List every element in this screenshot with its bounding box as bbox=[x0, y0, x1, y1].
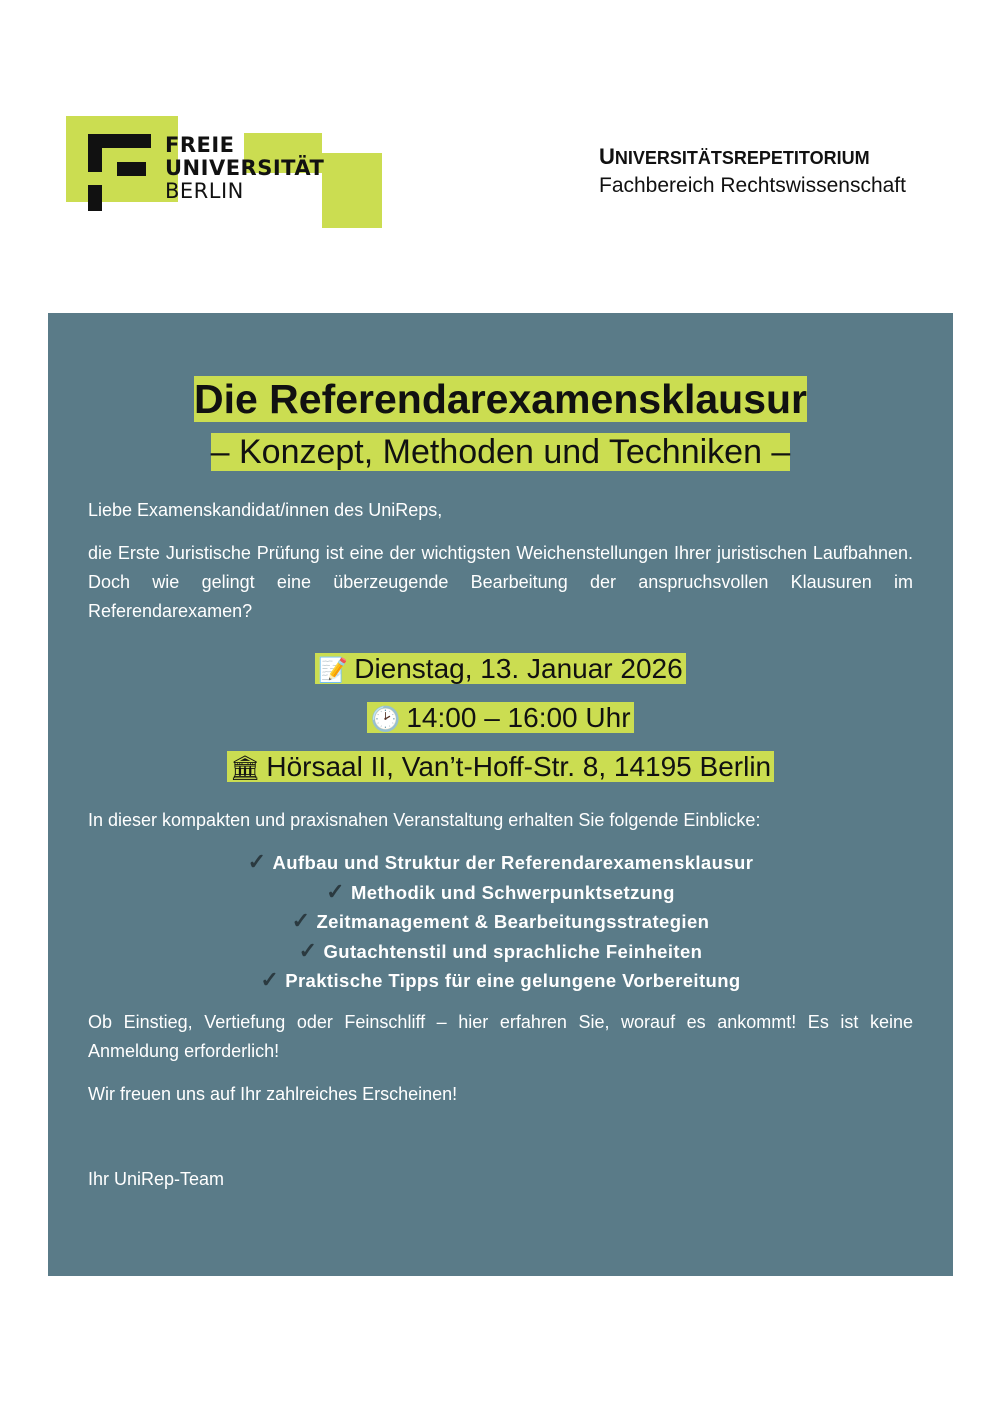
logo-block bbox=[66, 116, 178, 202]
checkmark-icon: ✓ bbox=[326, 878, 345, 904]
logo-block bbox=[88, 185, 102, 211]
closing-invite: Wir freuen uns auf Ihr zahlreiches Erscheinen! bbox=[88, 1084, 458, 1104]
list-item-text: Praktische Tipps für eine gelungene Vorbereitung bbox=[285, 970, 741, 992]
checkmark-icon: ✓ bbox=[298, 937, 318, 963]
list-item bbox=[48, 937, 953, 967]
header-title-rest: NIVERSITÄTSREPETITORIUM bbox=[614, 148, 870, 168]
insights-intro: In dieser kompakten und praxisnahen Veranstaltung erhalten Sie folgende Einblicke: bbox=[88, 810, 761, 830]
list-item bbox=[48, 848, 953, 878]
logo-line-1: FREIE bbox=[165, 133, 235, 157]
intro-paragraph: die Erste Juristische Prüfung ist eine der wichtigsten Weichenstellungen Ihrer juristischen Laufbahnen. Doch wie gelingt eine überzeugende Bearbeitung der anspruchsvollen Klausuren im Referendarexamen? bbox=[88, 543, 913, 621]
date-row bbox=[48, 649, 953, 691]
event-subtitle-row bbox=[48, 430, 953, 474]
logo-block bbox=[117, 162, 146, 176]
list-item-text: Gutachtenstil und sprachliche Feinheiten bbox=[323, 940, 703, 962]
header bbox=[599, 143, 906, 200]
clock-icon: 🕑 bbox=[370, 706, 401, 733]
list-item-text: Zeitmanagement & Bearbeitungsstrategien bbox=[316, 911, 710, 933]
calendar-icon: 📝 bbox=[318, 657, 349, 684]
signature: Ihr UniRep-Team bbox=[88, 1169, 225, 1189]
header-subtitle: Fachbereich Rechtswissenschaft bbox=[599, 174, 906, 197]
time-text: 14:00 – 16:00 Uhr bbox=[406, 702, 631, 733]
header-title-initial: U bbox=[599, 144, 615, 169]
list-item bbox=[48, 966, 953, 996]
list-item bbox=[48, 878, 953, 908]
logo-block bbox=[322, 153, 382, 228]
logo-line-3: BERLIN bbox=[165, 179, 244, 203]
event-subtitle: – Konzept, Methoden und Techniken – bbox=[210, 433, 791, 471]
list-item-text: Aufbau und Struktur der Referendarexamensklausur bbox=[272, 852, 754, 873]
logo-text bbox=[165, 134, 324, 203]
list-item-text: Methodik und Schwerpunktsetzung bbox=[351, 881, 675, 903]
header-title bbox=[599, 143, 906, 172]
location-text: Hörsaal II, Van’t-Hoff-Str. 8, 14195 Berlin bbox=[266, 751, 772, 782]
closing-paragraph: Ob Einstieg, Vertiefung oder Feinschliff – hier erfahren Sie, worauf es ankommt! Es ist keine Anmeldung erforderlich! bbox=[88, 1012, 913, 1061]
checkmark-icon: ✓ bbox=[247, 849, 267, 874]
logo-block bbox=[88, 134, 102, 172]
checkmark-icon: ✓ bbox=[291, 908, 311, 934]
checkmark-icon: ✓ bbox=[260, 967, 280, 993]
time-highlight bbox=[367, 702, 633, 733]
location-row bbox=[48, 747, 953, 789]
building-icon: 🏛 bbox=[229, 755, 261, 782]
date-text: Dienstag, 13. Januar 2026 bbox=[354, 653, 683, 684]
time-row bbox=[48, 698, 953, 740]
logo-line-2: UNIVERSITÄT bbox=[165, 156, 325, 180]
greeting: Liebe Examenskandidat/innen des UniReps, bbox=[88, 500, 443, 520]
list-item bbox=[48, 907, 953, 937]
location-highlight bbox=[227, 751, 774, 782]
event-title-row bbox=[48, 373, 953, 425]
insights-list bbox=[48, 848, 953, 996]
event-title: Die Referendarexamensklausur bbox=[193, 376, 808, 422]
event-panel bbox=[48, 313, 953, 1276]
date-highlight bbox=[315, 653, 685, 684]
